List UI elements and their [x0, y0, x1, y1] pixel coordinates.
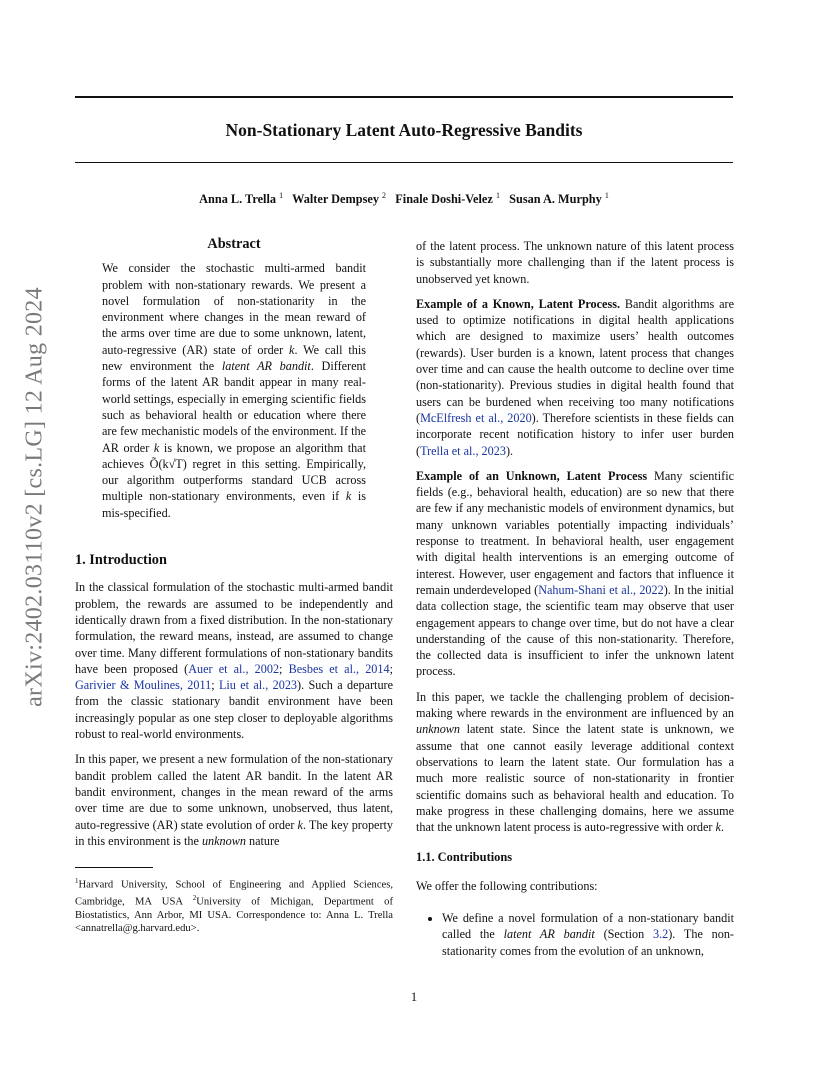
- citation-link[interactable]: Auer et al., 2002: [188, 661, 280, 676]
- body-text: .: [720, 820, 724, 835]
- intro-heading: 1. Introduction: [75, 552, 167, 569]
- citation-link[interactable]: McElfresh et al., 2020: [420, 410, 532, 425]
- footnote: [75, 875, 393, 935]
- author-name: Walter Dempsey: [292, 192, 379, 207]
- body-text: ;: [389, 661, 393, 676]
- body-text: In the classical formulation of the stochastic multi-armed bandit problem, the rewards are assumed to be independently and identically drawn from a fixed distribution. In the non-stationary formulation, the reward means, instead, are assumed to change over time. Many different formulations of non-stationary bandits have been proposed (: [75, 580, 393, 676]
- emphasis: unknown: [416, 722, 461, 737]
- citation-link[interactable]: Liu et al., 2023: [218, 678, 298, 693]
- abstract-term: latent AR bandit: [221, 359, 311, 374]
- author-affiliation: 2: [382, 191, 387, 200]
- intro-paragraph-2: [75, 751, 393, 849]
- body-text: Bandit algorithms are used to optimize notifications in digital health applications which are designed to maximize users’ health outcomes (rewards). User burden is a known, latent process that changes over time and can cause the health outcome to decline over time (non-stationarity). Previous studies in digital health found that users can be burdened when receiving too many notifications (: [416, 296, 734, 425]
- body-text: ;: [211, 678, 219, 693]
- contributions-heading: 1.1. Contributions: [416, 850, 513, 865]
- author-name: Finale Doshi-Velez: [395, 192, 493, 207]
- math-k: k: [153, 440, 160, 455]
- footnote-mark: 2: [192, 893, 197, 902]
- body-text: Many scientific fields (e.g., behavioral health, education) are so new that there are few if any mechanistic models of environment dynamics, but many unknown variables potentially impacting individuals’ response to treatment. In behavioral health, user engagement with digital health interventions is an emerging outcome of interest. However, user engagement and factors that influence it remain underdeveloped (: [416, 468, 734, 597]
- abstract-text: is mis-specified.: [102, 489, 366, 520]
- body-text: (Section: [594, 927, 653, 942]
- body-text: . The key property in this environment is the: [75, 817, 393, 848]
- body-text: In this paper, we present a new formulation of the non-stationary bandit problem called the latent AR bandit. In the latent AR bandit environment, changes in the mean reward of the arms over time are due to some unknown, unobserved, thus latent, auto-regressive (AR) state evolution of order: [75, 752, 393, 832]
- abstract-text: . We call this new environment the: [102, 342, 366, 374]
- emphasis: latent AR bandit: [503, 927, 595, 942]
- citation-link[interactable]: Garivier & Moulines, 2011: [75, 678, 212, 693]
- author-affiliation: 1: [495, 191, 500, 200]
- arxiv-sidebar: [15, 232, 55, 762]
- tackle-paragraph: [416, 689, 734, 836]
- abstract-text: We consider the stochastic multi-armed bandit problem with non-stationary rewards. We present a novel formulation of non-stationarity in the environment where changes in the mean reward of the arms over time are due to some unknown, latent, auto-regressive (AR) state of order: [102, 261, 366, 357]
- author-affiliation: 1: [604, 191, 609, 200]
- body-text: ;: [279, 661, 289, 676]
- footnote-rule: [75, 867, 153, 868]
- math-k: k: [715, 820, 721, 835]
- known-process-paragraph: [416, 296, 734, 459]
- left-column: [75, 236, 393, 935]
- body-text: ). Therefore scientists in these fields can incorporate recent notification history to infer user burden (: [416, 410, 734, 458]
- paragraph-lead: Example of an Unknown, Latent Process: [416, 468, 648, 483]
- math-k: k: [297, 817, 303, 832]
- citation-link[interactable]: Nahum-Shani et al., 2022: [538, 582, 664, 597]
- contributions-list: [416, 910, 734, 959]
- body-text: ). In the initial data collection stage, the scientific team may observe that user engagement appears to change over time, but do not have a clear understanding of the cause of this non-stationarity. Therefore, the collected data is insufficient to infer the unknown latent process.: [416, 582, 734, 679]
- bottom-rule: [75, 162, 733, 163]
- abstract-text: is known, we propose an algorithm that achieves: [102, 440, 366, 471]
- abstract-text: . Different forms of the latent AR bandit appear in many real-world settings, especially in emerging scientific fields such as behavioral health or education where there are few mechanistic models of the environment. If the AR order: [102, 359, 366, 455]
- citation-link[interactable]: Trella et al., 2023: [420, 443, 506, 458]
- contributions-intro: We offer the following contributions:: [416, 878, 598, 893]
- regret-bound: Õ(k√T): [149, 456, 187, 471]
- emphasis: unknown: [201, 833, 246, 848]
- paragraph-lead: Example of a Known, Latent Process.: [416, 296, 621, 311]
- author-list: [75, 191, 733, 207]
- abstract-heading: Abstract: [207, 236, 261, 252]
- citation-link[interactable]: Besbes et al., 2014: [288, 661, 390, 676]
- math-k: k: [289, 342, 295, 357]
- top-rule: [75, 96, 733, 98]
- section-link[interactable]: 3.2: [652, 927, 669, 942]
- body-text: ). Such a departure from the classic stationary bandit environment have been increasingly popular as one step closer to deployable algorithms robust to real-world environments.: [75, 678, 394, 742]
- body-text: latent state. Since the latent state is unknown, we assume that one cannot easily leverage additional context observations to learn the latent state. Our formulation has a much more realistic source of non-stationarity in frontier scientific domains such as behavioral health and education. To make progress in these challenging domains, here we assume that the unknown latent process is auto-regressive with order: [416, 722, 734, 835]
- unknown-process-paragraph: [416, 468, 734, 680]
- author-affiliation: 1: [279, 191, 284, 200]
- arxiv-stamp: arXiv:2402.03110v2 [cs.LG] 12 Aug 2024: [21, 287, 48, 707]
- body-text: In this paper, we tackle the challenging problem of decision-making where rewards in the environment are influenced by an: [416, 689, 734, 721]
- body-text: nature: [245, 833, 280, 848]
- footnote-text: University of Michigan, Department of Biostatistics, Ann Arbor, MI USA. Correspondence to: Anna L. Trella <annatrella@g.harvard.edu>.: [75, 896, 393, 935]
- intro-paragraph-1: [75, 579, 393, 742]
- list-item: [442, 910, 734, 959]
- body-text: ).: [505, 443, 514, 458]
- continuation-paragraph: of the latent process. The unknown nature of this latent process is substantially more challenging than if the latent process is unobserved yet known.: [416, 239, 734, 286]
- page-number: 1: [410, 990, 418, 1004]
- paper-title: Non-Stationary Latent Auto-Regressive Bandits: [225, 120, 583, 140]
- author-name: Anna L. Trella: [199, 192, 277, 207]
- body-text: We define a novel formulation of a non-stationary bandit called the: [442, 910, 734, 942]
- footnote-text: Harvard University, School of Engineering and Applied Sciences, Cambridge, MA USA: [75, 879, 393, 908]
- abstract-text: regret in this setting. Empirically, our algorithm outperforms standard UCB across multiple non-stationary environments, even if: [102, 456, 366, 504]
- right-column: [416, 238, 734, 959]
- math-k: k: [345, 489, 352, 504]
- body-text: ). The non-stationarity comes from the evolution of an unknown,: [442, 927, 734, 958]
- abstract-body: [102, 260, 366, 521]
- author-name: Susan A. Murphy: [509, 192, 602, 207]
- footnote-mark: 1: [75, 877, 79, 886]
